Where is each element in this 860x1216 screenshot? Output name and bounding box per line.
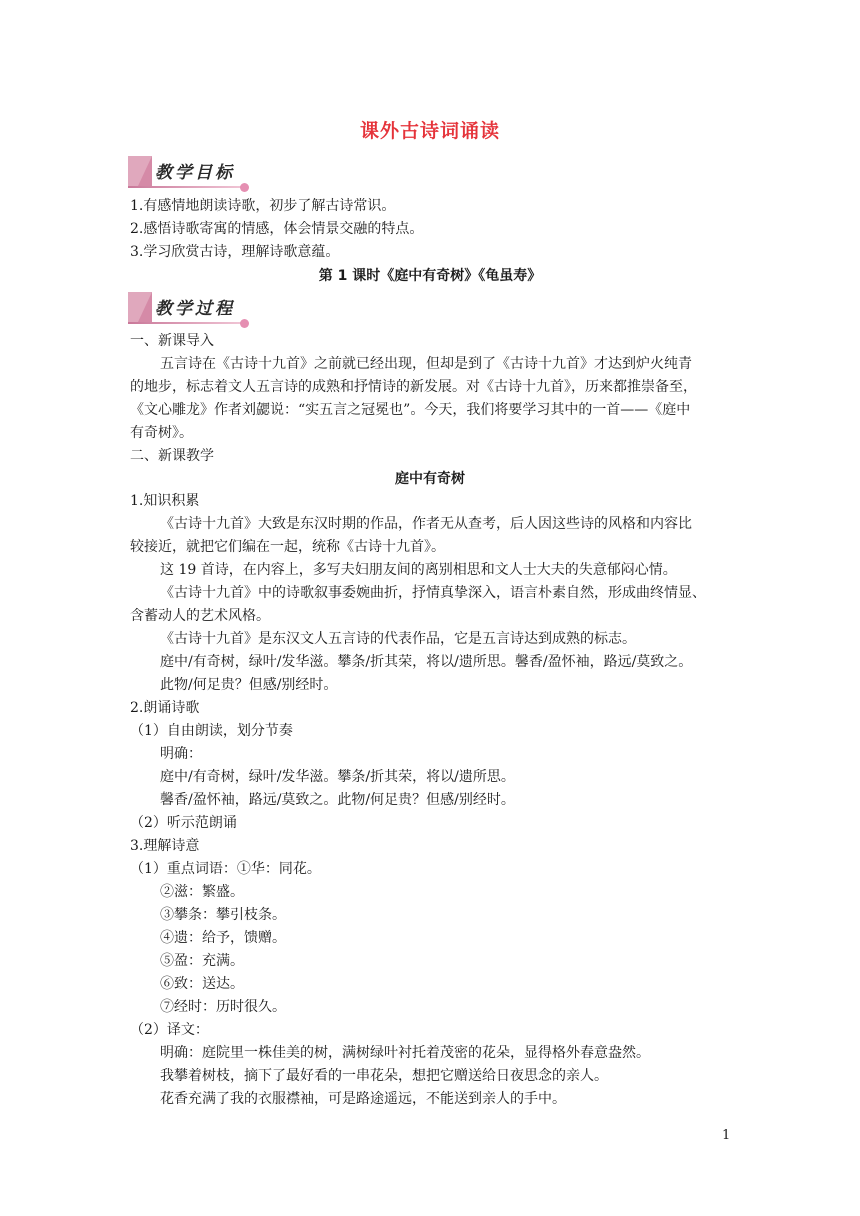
goal-item: 3.学习欣赏古诗，理解诗歌意蕴。 (130, 244, 340, 260)
knowledge-line: 含蓄动人的艺术风格。 (130, 608, 270, 624)
word-note: ④遗：给予，馈赠。 (160, 930, 286, 946)
knowledge-line: 《古诗十九首》中的诗歌叙事委婉曲折，抒情真挚深入，语言朴素自然，形成曲终情显、 (160, 585, 706, 601)
teach-heading: 二、新课教学 (130, 448, 214, 464)
goal-item: 2.感悟诗歌寄寓的情感，体会情景交融的特点。 (130, 221, 424, 237)
knowledge-line: 《古诗十九首》大致是东汉时期的作品，作者无从查考，后人因这些诗的风格和内容比 (160, 516, 692, 532)
badge-decoration (128, 156, 152, 186)
meaning-sub: （2）译文： (130, 1022, 209, 1038)
recite-heading: 2.朗诵诗歌 (130, 700, 200, 716)
word-note: ⑥致：送达。 (160, 976, 244, 992)
badge-dot (240, 183, 249, 192)
lesson-heading: 第 1 课时《庭中有奇树》《龟虽寿》 (318, 268, 542, 284)
poem-title: 庭中有奇树 (395, 471, 465, 487)
knowledge-line: 此物/何足贵？但感/别经时。 (160, 677, 338, 693)
word-note: ⑦经时：历时很久。 (160, 999, 286, 1015)
word-note: ②滋：繁盛。 (160, 884, 244, 900)
goal-item: 1.有感情地朗读诗歌，初步了解古诗常识。 (130, 198, 396, 214)
section-badge-process (128, 292, 254, 326)
intro-line: 的地步，标志着文人五言诗的成熟和抒情诗的新发展。对《古诗十九首》，历来都推崇备至， (130, 379, 697, 395)
meaning-sub: （1）重点词语：①华：同花。 (130, 861, 321, 877)
knowledge-line: 较接近，就把它们编在一起，统称《古诗十九首》。 (130, 539, 445, 555)
recite-sub: （1）自由朗读，划分节奏 (130, 723, 293, 739)
translation-line: 明确：庭院里一株佳美的树，满树绿叶衬托着茂密的花朵，显得格外春意盎然。 (160, 1045, 650, 1061)
recite-line: 馨香/盈怀袖，路远/莫致之。此物/何足贵？但感/别经时。 (160, 792, 515, 808)
intro-line: 五言诗在《古诗十九首》之前就已经出现，但却是到了《古诗十九首》才达到炉火纯青 (160, 356, 692, 372)
meaning-heading: 3.理解诗意 (130, 838, 200, 854)
badge-underline (128, 186, 244, 188)
badge-decoration (128, 292, 152, 322)
section-badge-goals (128, 156, 254, 190)
knowledge-heading: 1.知识积累 (130, 493, 200, 509)
knowledge-line: 庭中/有奇树，绿叶/发华滋。攀条/折其荣，将以/遗所思。馨香/盈怀袖，路远/莫致之。 (160, 654, 693, 670)
word-note: ③攀条：攀引枝条。 (160, 907, 286, 923)
word-note: ⑤盈：充满。 (160, 953, 244, 969)
intro-line: 有奇树》。 (130, 425, 193, 441)
intro-line: 《文心雕龙》作者刘勰说：“实五言之冠冕也”。今天，我们将要学习其中的一首——《庭中 (130, 402, 691, 418)
recite-line: 庭中/有奇树，绿叶/发华滋。攀条/折其荣，将以/遗所思。 (160, 769, 515, 785)
recite-sub: （2）听示范朗诵 (130, 815, 237, 831)
badge-dot (240, 319, 249, 328)
page-number: 1 (722, 1128, 731, 1143)
translation-line: 花香充满了我的衣服襟袖，可是路途遥远，不能送到亲人的手中。 (160, 1091, 566, 1107)
knowledge-line: 《古诗十九首》是东汉文人五言诗的代表作品，它是五言诗达到成熟的标志。 (160, 631, 636, 647)
recite-clarify: 明确： (160, 746, 202, 762)
badge-underline (128, 322, 244, 324)
intro-heading: 一、新课导入 (130, 333, 214, 349)
section-label-goals: 教学目标 (155, 163, 235, 183)
document-title: 课外古诗词诵读 (359, 120, 500, 142)
section-label-process: 教学过程 (155, 299, 235, 319)
knowledge-line: 这 19 首诗，在内容上，多写夫妇朋友间的离别相思和文人士大夫的失意郁闷心情。 (160, 562, 677, 578)
translation-line: 我攀着树枝，摘下了最好看的一串花朵，想把它赠送给日夜思念的亲人。 (160, 1068, 608, 1084)
